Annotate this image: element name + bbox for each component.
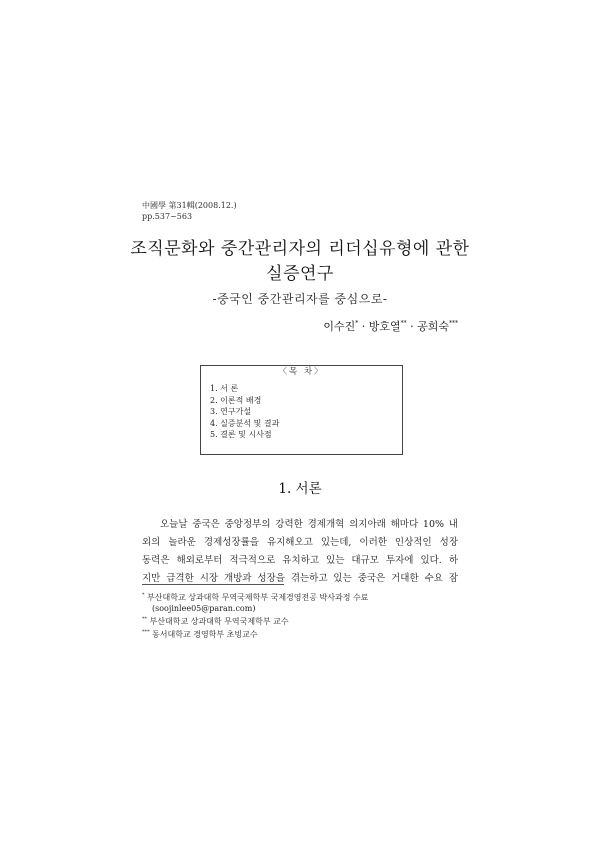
author-name: 공희숙 [417, 320, 449, 333]
body-line: 오늘날 중국은 중앙정부의 강력한 경제개혁 의지아래 해마다 10% 내 [160, 519, 458, 530]
paper-title-line2: 실증연구 [266, 264, 334, 284]
toc-item: 4. 실증분석 및 결과 [210, 418, 280, 428]
footnote-continuation: (soojinlee05@paran.com) [152, 604, 256, 613]
toc-item: 3. 연구가설 [210, 407, 252, 416]
author-list [323, 318, 458, 334]
paper-subtitle: -중국인 중간관리자를 중심으로- [212, 292, 388, 306]
footnote: ** 부산대학교 상과대학 무역국제학부 교수 [142, 616, 289, 626]
footnote-divider [142, 584, 284, 585]
journal-pages: pp.537~563 [142, 212, 193, 221]
author-mark: *** [449, 320, 458, 327]
table-of-contents [200, 365, 403, 455]
footnotes [142, 590, 368, 640]
author-separator: · [358, 320, 369, 333]
author-name: 방호열 [368, 320, 401, 333]
journal-info [142, 200, 237, 222]
body-paragraph [142, 516, 458, 588]
author-separator: · [406, 320, 418, 333]
body-line: 외의 놀라운 경제성장률을 유지해오고 있는데, 이러한 인상적인 성장 [142, 537, 458, 548]
section-heading: 1. 서론 [278, 481, 322, 497]
toc-list [210, 383, 279, 441]
body-line: 동력은 해외로부터 적극적으로 유치하고 있는 대규모 투자에 있다. 하 [142, 555, 458, 566]
toc-item: 1. 서 론 [210, 384, 239, 393]
paper-title-line1: 조직문화와 중간관리자의 리더십유형에 관한 [130, 239, 470, 259]
footnote: * 부산대학교 상과대학 무역국제학부 국제경영전공 박사과정 수료 [142, 592, 369, 602]
author-mark: * [355, 320, 359, 327]
author-mark: ** [400, 320, 407, 327]
body-line: 지만 급격한 시장 개방과 성장을 겪는하고 있는 중국은 거대한 수요 잠 [142, 573, 458, 584]
journal-volume: 中國學 第31輯(2008.12.) [142, 201, 237, 210]
toc-item: 5. 결론 및 시사점 [210, 430, 272, 439]
author-name: 이수진 [323, 320, 356, 333]
footnote: *** 동서대학교 경영학부 초빙교수 [142, 629, 258, 639]
toc-item: 2. 이론적 배경 [210, 395, 262, 405]
toc-heading: 〈목 차〉 [273, 367, 329, 377]
